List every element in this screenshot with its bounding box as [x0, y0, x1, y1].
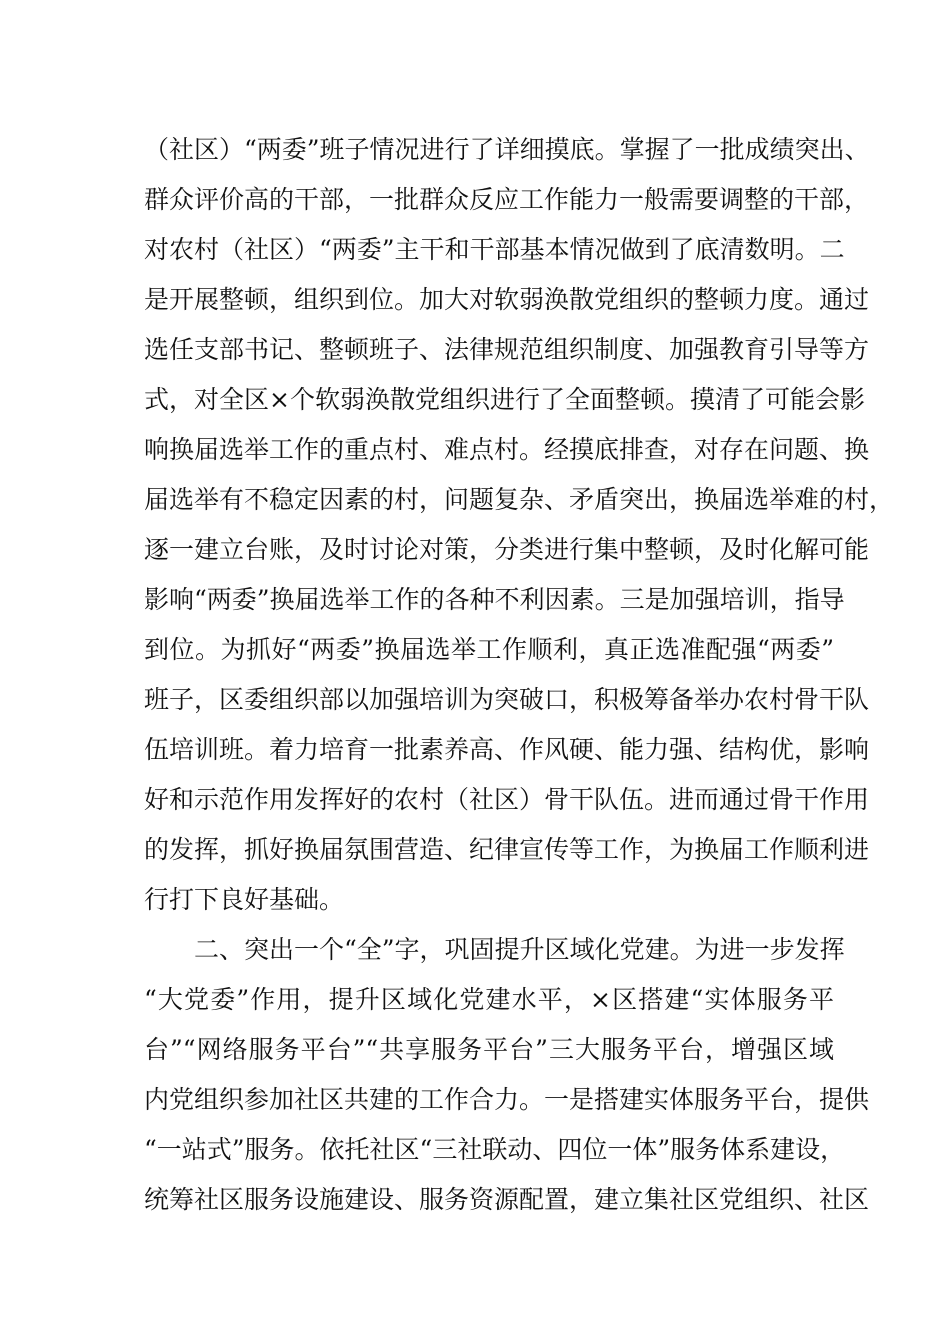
- text-line: 式，对全区×个软弱涣散党组织进行了全面整顿。摸清了可能会影: [144, 385, 865, 414]
- text-line: 到位。为抓好“两委”换届选举工作顺利，真正选准配强“两委”: [144, 635, 834, 664]
- text-line: 是开展整顿，组织到位。加大对软弱涣散党组织的整顿力度。通过: [144, 285, 870, 314]
- text-line: 班子，区委组织部以加强培训为突破口，积极筹备举办农村骨干队: [144, 685, 870, 714]
- text-line: 对农村（社区）“两委”主干和干部基本情况做到了底清数明。二: [144, 235, 845, 264]
- text-line: “大党委”作用，提升区域化党建水平，×区搭建“实体服务平: [144, 985, 834, 1014]
- text-line: 群众评价高的干部，一批群众反应工作能力一般需要调整的干部，: [144, 185, 870, 214]
- text-line: 影响“两委”换届选举工作的各种不利因素。三是加强培训，指导: [144, 585, 845, 614]
- text-line: 选任支部书记、整顿班子、法律规范组织制度、加强教育引导等方: [144, 335, 870, 364]
- text-line: 逐一建立台账，及时讨论对策，分类进行集中整顿，及时化解可能: [144, 535, 870, 564]
- text-line: （社区）“两委”班子情况进行了详细摸底。掌握了一批成绩突出、: [144, 135, 870, 164]
- text-line: 的发挥，抓好换届氛围营造、纪律宣传等工作，为换届工作顺利进: [144, 835, 870, 864]
- text-line: 内党组织参加社区共建的工作合力。一是搭建实体服务平台，提供: [144, 1085, 870, 1114]
- section-heading-line: 二、突出一个“全”字，巩固提升区域化党建。为进一步发挥: [194, 935, 845, 964]
- text-line: 伍培训班。着力培育一批素养高、作风硬、能力强、结构优，影响: [144, 735, 870, 764]
- text-line: 统筹社区服务设施建设、服务资源配置，建立集社区党组织、社区: [144, 1185, 870, 1214]
- text-line: 响换届选举工作的重点村、难点村。经摸底排查，对存在问题、换: [144, 435, 870, 464]
- text-line: 行打下良好基础。: [144, 885, 345, 914]
- text-line: 届选举有不稳定因素的村，问题复杂、矛盾突出，换届选举难的村，: [144, 485, 895, 514]
- text-line: 好和示范作用发挥好的农村（社区）骨干队伍。进而通过骨干作用: [144, 785, 870, 814]
- text-line: 台”“网络服务平台”“共享服务平台”三大服务平台，增强区域: [144, 1035, 834, 1064]
- text-line: “一站式”服务。依托社区“三社联动、四位一体”服务体系建设，: [144, 1135, 846, 1164]
